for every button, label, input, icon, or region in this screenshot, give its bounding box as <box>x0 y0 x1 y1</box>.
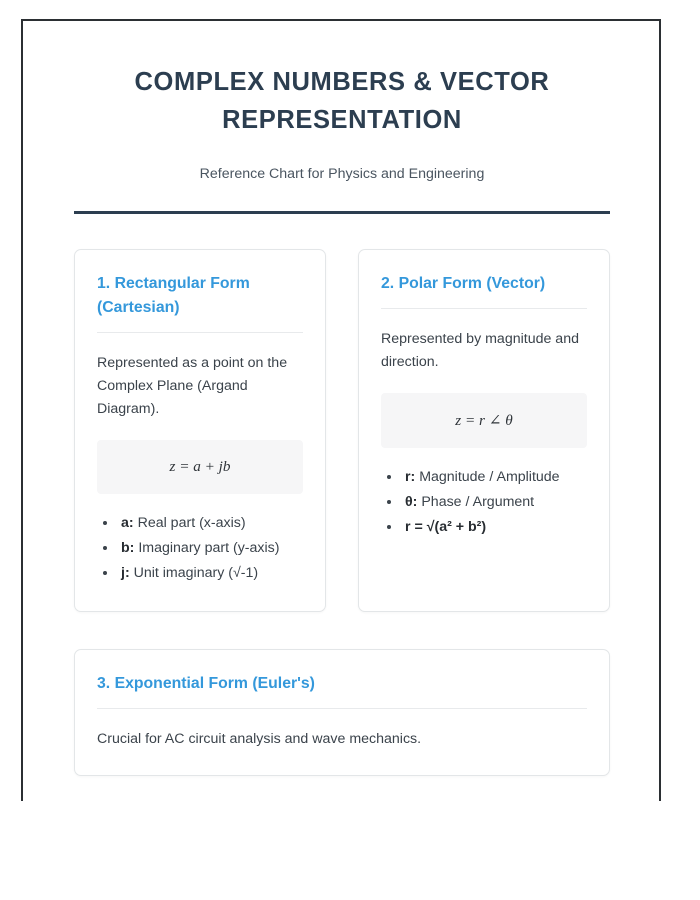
card-grid <box>60 249 624 612</box>
card-divider <box>97 332 303 333</box>
card-rectangular-form <box>74 249 326 612</box>
card-description: Represented as a point on the Complex Plane (Argand Diagram). <box>97 355 288 418</box>
card-polar-form <box>358 249 610 612</box>
card-description: Crucial for AC circuit analysis and wave mechanics. <box>97 731 422 748</box>
card-divider <box>97 708 587 709</box>
page-title: COMPLEX NUMBERS & VECTOR REPRESENTATION <box>134 68 550 134</box>
card-heading: 1. Rectangular Form (Cartesian) <box>97 275 250 317</box>
list-item-text: Imaginary part (y-axis) <box>134 540 280 557</box>
list-item-text: Unit imaginary (√-1) <box>129 565 259 582</box>
list-item-term: θ: <box>405 494 418 511</box>
list-item-term: r: <box>405 469 416 486</box>
card-divider <box>381 308 587 309</box>
formula-text: z = a + jb <box>169 458 231 476</box>
document-page <box>60 19 624 776</box>
page-subtitle: Reference Chart for Physics and Engineering <box>199 166 485 183</box>
card-heading: 2. Polar Form (Vector) <box>381 275 546 293</box>
list-item-term: j: <box>121 565 130 582</box>
list-item <box>402 491 587 514</box>
card-description: Represented by magnitude and direction. <box>381 331 579 371</box>
definition-list <box>97 512 303 585</box>
list-item <box>118 512 303 535</box>
formula-text: z = r ∠ θ <box>455 412 513 430</box>
header-divider <box>74 211 610 214</box>
list-item-text: Phase / Argument <box>417 494 535 511</box>
list-item-text: Real part (x-axis) <box>133 515 246 532</box>
card-heading: 3. Exponential Form (Euler's) <box>97 675 315 693</box>
definition-list <box>381 466 587 539</box>
list-item-term: a: <box>121 515 134 532</box>
card-exponential-form <box>74 649 610 776</box>
list-item <box>118 537 303 560</box>
formula-box <box>97 440 303 494</box>
list-item-text: Magnitude / Amplitude <box>415 469 560 486</box>
formula-box <box>381 393 587 448</box>
list-item-term: b: <box>121 540 135 557</box>
list-item <box>402 516 587 539</box>
list-item <box>402 466 587 489</box>
list-item-formula: r = √(a² + b²) <box>405 519 487 536</box>
list-item <box>118 562 303 585</box>
document-viewport-frame <box>21 19 661 801</box>
document-header <box>60 19 624 214</box>
